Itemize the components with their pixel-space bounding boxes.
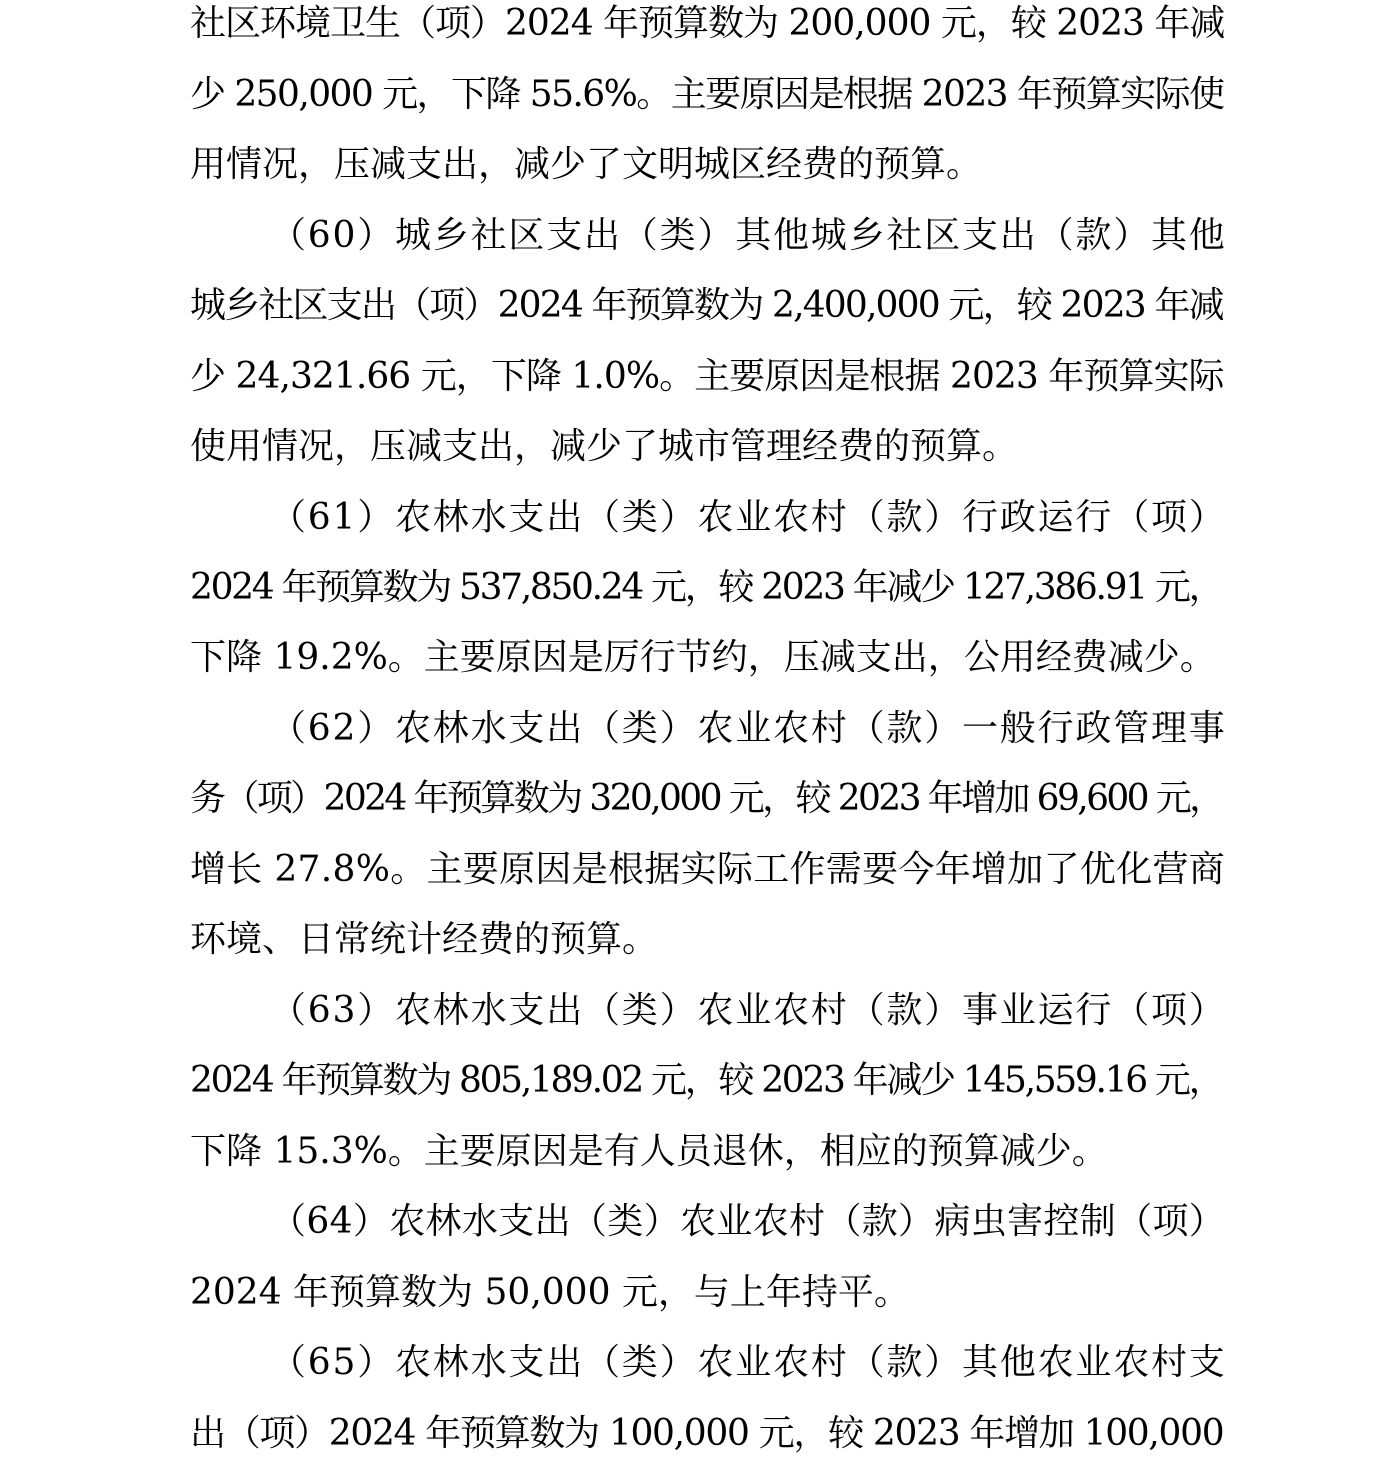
text-line: 用情况，压减支出，减少了文明城区经费的预算。 [190, 144, 983, 185]
text-line: 环境、日常统计经费的预算。 [190, 919, 659, 960]
paragraph-start-line: （63）农林水支出（类）农业农村（款）事业运行（项） [270, 990, 1227, 1031]
text-line: 使用情况，压减支出，减少了城市管理经费的预算。 [190, 426, 1019, 467]
text-line: 2024 年预算数为 537,850.24 元，较 2023 年减少 127,386.91 元， [190, 567, 1223, 608]
text-line: 少 24,321.66 元，下降 1.0%。主要原因是根据 2023 年预算实际 [190, 356, 1224, 397]
paragraph-start-line: （61）农林水支出（类）农业农村（款）行政运行（项） [270, 497, 1227, 538]
paragraph-start-line: （60）城乡社区支出（类）其他城乡社区支出（款）其他 [270, 215, 1227, 256]
text-line: 2024 年预算数为 50,000 元，与上年持平。 [190, 1272, 910, 1313]
text-line: 下降 19.2%。主要原因是厉行节约，压减支出，公用经费减少。 [190, 637, 1216, 678]
text-line: 出（项）2024 年预算数为 100,000 元，较 2023 年增加 100,000 [190, 1413, 1224, 1454]
paragraph-start-line: （65）农林水支出（类）农业农村（款）其他农业农村支 [270, 1342, 1227, 1383]
text-line: 少 250,000 元，下降 55.6%。主要原因是根据 2023 年预算实际使 [190, 74, 1224, 115]
text-line: 社区环境卫生（项）2024 年预算数为 200,000 元，较 2023 年减 [190, 3, 1225, 44]
text-line: 2024 年预算数为 805,189.02 元，较 2023 年减少 145,559.16 元， [190, 1060, 1223, 1101]
paragraph-start-line: （64）农林水支出（类）农业农村（款）病虫害控制（项） [270, 1201, 1226, 1242]
text-line: 城乡社区支出（项）2024 年预算数为 2,400,000 元，较 2023 年减 [190, 285, 1223, 326]
text-line: 增长 27.8%。主要原因是根据实际工作需要今年增加了优化营商 [190, 849, 1226, 890]
text-line: 下降 15.3%。主要原因是有人员退休，相应的预算减少。 [190, 1131, 1108, 1172]
text-line: 务（项）2024 年预算数为 320,000 元，较 2023 年增加 69,600 元， [190, 778, 1223, 819]
paragraph-start-line: （62）农林水支出（类）农业农村（款）一般行政管理事 [270, 708, 1227, 749]
